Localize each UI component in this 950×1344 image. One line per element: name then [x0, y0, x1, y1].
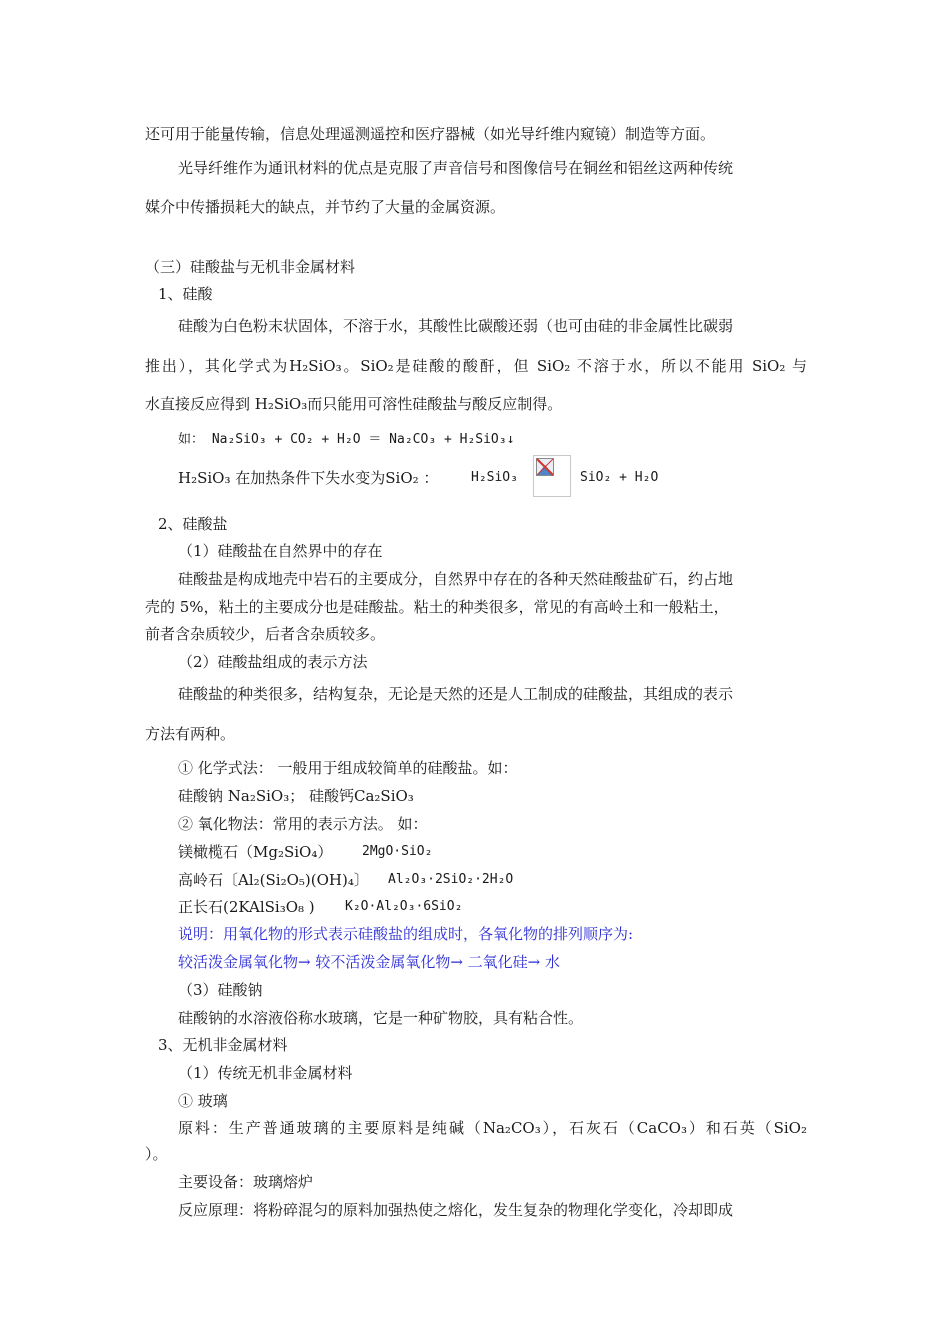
broken-image-icon [536, 458, 554, 476]
paragraph-line: 原料：生产普通玻璃的主要原料是纯碱（Na₂CO₃），石灰石（CaCO₃）和石英（SiO₂ [178, 1119, 807, 1137]
paragraph-line: 硅酸盐是构成地壳中岩石的主要成分，自然界中存在的各种天然硅酸盐矿石，约占地 [178, 570, 734, 588]
mineral-name: 镁橄榄石（Mg₂SiO₄） [178, 843, 333, 861]
paragraph-line: 主要设备：玻璃熔炉 [178, 1173, 314, 1191]
paragraph-line: 壳的 5%，粘土的主要成分也是硅酸盐。粘土的种类很多，常见的有高岭土和一般粘土， [145, 598, 729, 616]
equation-caption: H₂SiO₃ 在加热条件下失水变为SiO₂ ： [178, 469, 439, 487]
equation-product: SiO₂ + H₂O [580, 470, 659, 485]
heat-condition-image [533, 455, 571, 497]
paragraph-line: 水直接反应得到 H₂SiO₃而只能用可溶性硅酸盐与酸反应制得。 [145, 395, 563, 413]
item-heading: （1）硅酸盐在自然界中的存在 [178, 542, 383, 560]
paragraph-line: 前者含杂质较少，后者含杂质较多。 [145, 625, 386, 643]
method-item: ② 氧化物法：常用的表示方法。 如： [178, 815, 428, 833]
subsection-heading: 2、硅酸盐 [158, 515, 228, 533]
note-line: 较活泼金属氧化物→ 较不活泼金属氧化物→ 二氧化硅→ 水 [178, 953, 561, 971]
chemical-equation: 如： Na₂SiO₃ + CO₂ + H₂O ＝ Na₂CO₃ + H₂SiO₃↓ [178, 432, 515, 447]
paragraph-line: 方法有两种。 [145, 725, 236, 743]
item-heading: （3）硅酸钠 [178, 981, 263, 999]
mineral-name: 正长石(2KAlSi₃O₈ ) [178, 898, 315, 916]
paragraph-line: ）。 [145, 1145, 168, 1163]
item-heading: ① 玻璃 [178, 1092, 228, 1110]
item-heading: （2）硅酸盐组成的表示方法 [178, 653, 368, 671]
section-heading: （三）硅酸盐与无机非金属材料 [145, 258, 356, 276]
paragraph-line: 推出），其化学式为H₂SiO₃。SiO₂是硅酸的酸酐，但 SiO₂ 不溶于水，所以不能用 SiO₂ 与 [145, 357, 807, 375]
paragraph-line: 光导纤维作为通讯材料的优点是克服了声音信号和图像信号在铜丝和铝丝这两种传统 [178, 159, 734, 177]
oxide-formula: 2MgO·SiO₂ [362, 844, 433, 859]
oxide-formula: K₂O·Al₂O₃·6SiO₂ [345, 899, 463, 914]
paragraph-line: 硅酸为白色粉末状固体，不溶于水，其酸性比碳酸还弱（也可由硅的非金属性比碳弱 [178, 317, 734, 335]
paragraph-line: 反应原理：将粉碎混匀的原料加强热使之熔化，发生复杂的物理化学变化，冷却即成 [178, 1201, 734, 1219]
note-line: 说明：用氧化物的形式表示硅酸盐的组成时，各氧化物的排列顺序为: [178, 925, 634, 943]
paragraph-line: 还可用于能量传输，信息处理遥测遥控和医疗器械（如光导纤维内窥镜）制造等方面。 [145, 125, 716, 143]
paragraph-line: 硅酸钠的水溶液俗称水玻璃，它是一种矿物胶，具有粘合性。 [178, 1009, 584, 1027]
paragraph-line: 媒介中传播损耗大的缺点，并节约了大量的金属资源。 [145, 198, 506, 216]
method-example: 硅酸钠 Na₂SiO₃； 硅酸钙Ca₂SiO₃ [178, 787, 414, 805]
mineral-name: 高岭石〔Al₂(Si₂O₅)(OH)₄〕 [178, 871, 369, 889]
paragraph-line: 硅酸盐的种类很多，结构复杂，无论是天然的还是人工制成的硅酸盐，其组成的表示 [178, 685, 734, 703]
method-item: ① 化学式法： 一般用于组成较简单的硅酸盐。如： [178, 759, 518, 777]
equation-reactant: H₂SiO₃ [471, 470, 518, 485]
subsection-heading: 1、硅酸 [158, 285, 213, 303]
subsection-heading: 3、无机非金属材料 [158, 1036, 288, 1054]
oxide-formula: Al₂O₃·2SiO₂·2H₂O [388, 872, 514, 887]
item-heading: （1）传统无机非金属材料 [178, 1064, 353, 1082]
